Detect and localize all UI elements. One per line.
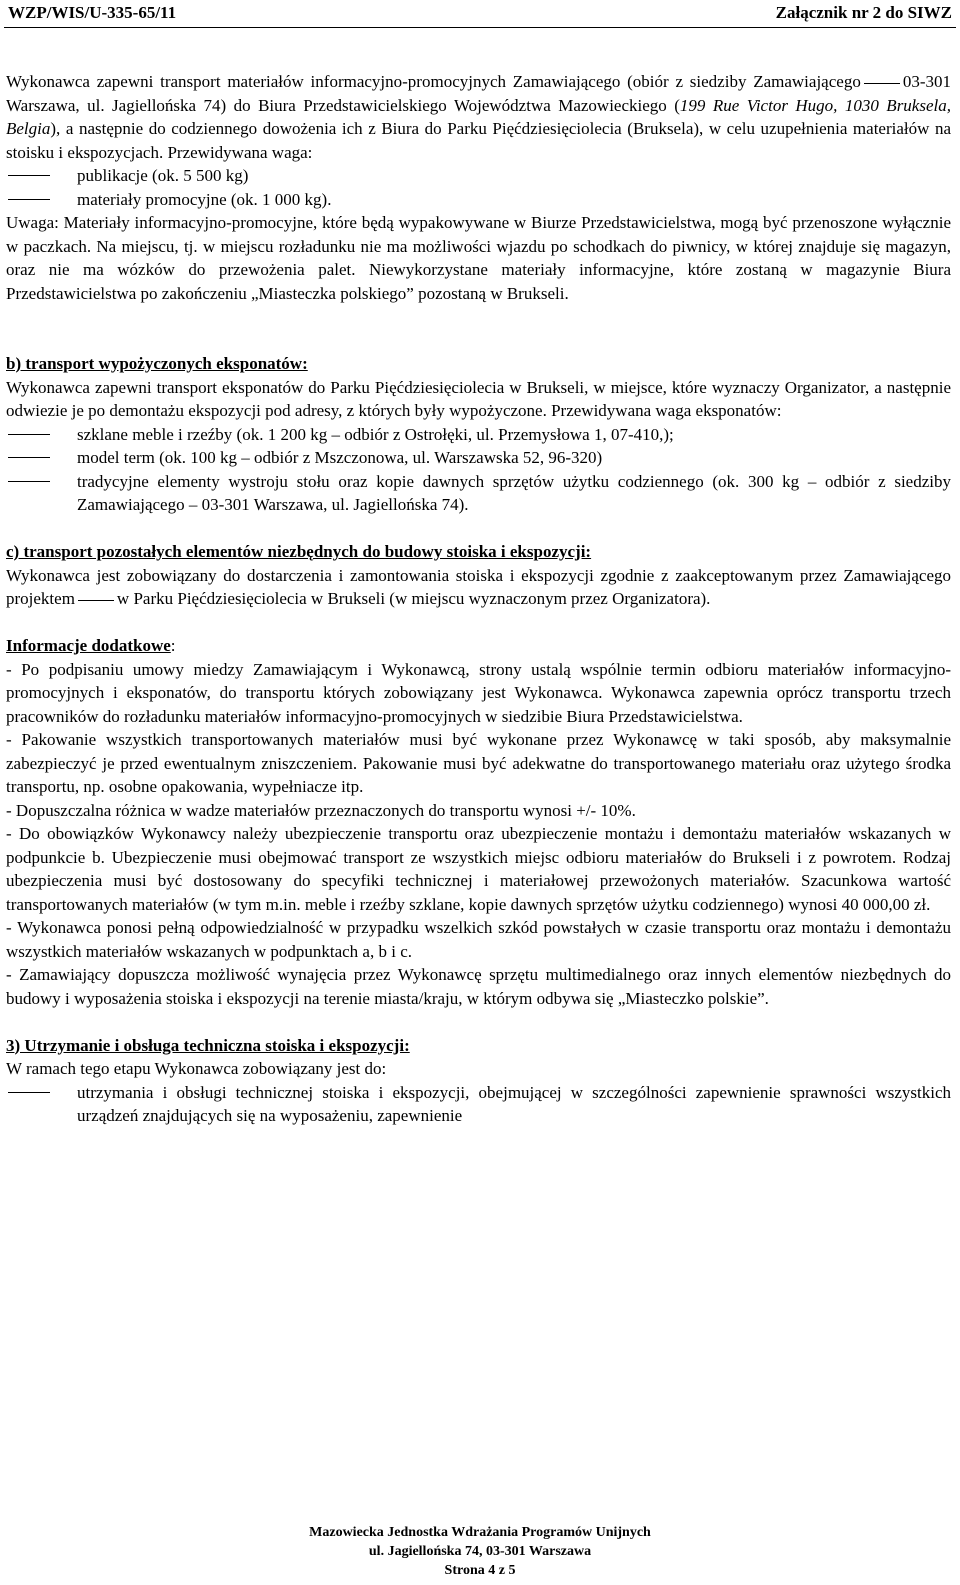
info-item: - Do obowiązków Wykonawcy należy ubezpieczenie transportu oraz ubezpieczenie montażu i demontażu materiałów wskazanych w podpunkcie b. Ubezpieczenie musi obejmować transport ze wszystkich miejsc odbioru materiałów do Brukseli i z powrotem. Rodzaj ubezpieczenia musi być dostosowany do specyfiki technicznej i materiałowej przewożonych materiałów. Szacunkowa wartość transportowanych materiałów (w tym m.in. meble i rzeźby szklane, kopie dawnych sprzętów użytku codziennego) wynosi 40 000,00 zł. <box>6 824 951 914</box>
section-3-bullet: utrzymania i obsługi technicznej stoiska i ekspozycji, obejmującej w szczególności zapewnienie sprawności wszystkich urządzeń znajdujących się na wyposażeniu, zapewnienie <box>6 1081 951 1128</box>
section-c-text-a: Wykonawca jest zobowiązany do dostarczenia i zamontowania stoiska i ekspozycji zgodnie z zaakceptowanym przez Zamawiającego projektem <box>6 565 951 608</box>
section-c-heading: c) transport pozostałych elementów niezbędnych do budowy stoiska i ekspozycji: <box>6 542 592 561</box>
info-item: - Po podpisaniu umowy miedzy Zamawiającym i Wykonawcą, strony ustalą wspólnie termin odbioru materiałów informacyjno-promocyjnych i eksponatów, do transportu których zobowiązany jest Wykonawca. Wykonawca zapewnia oprócz transportu trzech pracowników do rozładunku materiałów informacyjno-promocyjnych w siedzibie Biura Przedstawicielstwa. <box>6 659 951 726</box>
document-body <box>6 70 951 1128</box>
section-c-text-b: w Parku Pięćdziesięciolecia w Brukseli (w miejscu wyznaczonym przez Organizatora). <box>116 589 711 608</box>
inline-dash <box>78 600 114 601</box>
intro-paragraph <box>6 70 951 164</box>
page-footer <box>0 1523 960 1580</box>
document-reference: WZP/WIS/U-335-65/11 <box>8 3 177 22</box>
intro-bullet: materiały promocyjne (ok. 1 000 kg). <box>6 188 951 212</box>
attachment-label: Załącznik nr 2 do SIWZ <box>775 3 952 22</box>
inline-dash <box>864 83 900 84</box>
section-b-bullet: tradycyjne elementy wystroju stołu oraz kopie dawnych sprzętów użytku codziennego (ok. 300 kg – odbiór z siedziby Zamawiającego – 03-301 Warszawa, ul. Jagiellońska 74). <box>6 470 951 517</box>
section-3-text: W ramach tego etapu Wykonawca zobowiązany jest do: <box>6 1059 387 1078</box>
intro-text-b: 03-301 Warszawa, ul. Jagiellońska 74) do Biura Przedstawicielskiego Województwa Mazowieckiego ( <box>6 72 951 115</box>
section-b-heading: b) transport wypożyczonych eksponatów: <box>6 354 308 373</box>
intro-bullet: publikacje (ok. 5 500 kg) <box>6 164 951 188</box>
section-b-bullet: szklane meble i rzeźby (ok. 1 200 kg – odbiór z Ostrołęki, ul. Przemysłowa 1, 07-410,); <box>6 423 951 447</box>
brussels-address: 199 Rue Victor Hugo, 1030 Bruksela, Belgia <box>6 95 951 138</box>
footer-address: ul. Jagiellońska 74, 03-301 Warszawa <box>368 1544 592 1559</box>
page-header <box>0 0 960 30</box>
intro-text-a: Wykonawca zapewni transport materiałów informacyjno-promocyjnych Zamawiającego (obiór z siedziby Zamawiającego <box>6 72 861 91</box>
footer-organization: Mazowiecka Jednostka Wdrażania Programów Unijnych <box>309 1525 651 1540</box>
info-heading-line <box>6 634 951 658</box>
intro-note: Uwaga: Materiały informacyjno-promocyjne, które będą wypakowywane w Biurze Przedstawicielstwa, mogą być przenoszone wyłącznie w paczkach. Na miejscu, tj. w miejscu rozładunku nie ma możliwości wjazdu po schodkach do piwnicy, w której znajduje się magazyn, oraz nie ma wózków do przewożenia palet. Niewykorzystane materiały informacyjne, które zostaną w magazynie Biura Przedstawicielstwa po zakończeniu „Miasteczka polskiego” pozostaną w Brukseli. <box>6 213 951 303</box>
intro-text-c: ), a następnie do codziennego dowożenia ich z Biura do Parku Pięćdziesięciolecia (Bruksela), w celu uzupełnienia materiałów na stoisku i ekspozycjach. Przewidywana waga: <box>6 119 951 162</box>
section-c-text <box>6 564 951 611</box>
section-b-bullet: model term (ok. 100 kg – odbiór z Mszczonowa, ul. Warszawska 52, 96-320) <box>6 446 951 470</box>
info-heading-colon: : <box>170 636 176 655</box>
info-item: - Pakowanie wszystkich transportowanych materiałów musi być wykonane przez Wykonawcę w taki sposób, aby maksymalnie zabezpieczyć je przed ewentualnym zniszczeniem. Pakowanie musi być adekwatne do transportowanego materiału oraz użytego środka transportu, np. osobne opakowania, wypełniacze itp. <box>6 730 951 796</box>
info-item: - Dopuszczalna różnica w wadze materiałów przeznaczonych do transportu wynosi +/- 10%. <box>6 800 636 820</box>
info-item: - Zamawiający dopuszcza możliwość wynajęcia przez Wykonawcę sprzętu multimedialnego oraz innych elementów niezbędnych do budowy i wyposażenia stoiska i ekspozycji na terenie miasta/kraju, w którym odbywa się „Miasteczko polskie”. <box>6 965 951 1008</box>
page-number: Strona 4 z 5 <box>444 1563 516 1578</box>
header-divider <box>4 27 956 28</box>
info-heading: Informacje dodatkowe <box>6 636 171 655</box>
info-item: - Wykonawca ponosi pełną odpowiedzialność w przypadku wszelkich szkód powstałych w czasie transportu oraz montażu i demontażu wszystkich materiałów wskazanych w podpunktach a, b i c. <box>6 918 951 961</box>
section-b-text: Wykonawca zapewni transport eksponatów do Parku Pięćdziesięciolecia w Brukseli, w miejsce, które wyznaczy Organizator, a następnie odwiezie je po demontażu ekspozycji pod adresy, z których były wypożyczone. Przewidywana waga eksponatów: <box>6 377 951 420</box>
section-3-heading: 3) Utrzymanie i obsługa techniczna stoiska i ekspozycji: <box>6 1035 410 1055</box>
